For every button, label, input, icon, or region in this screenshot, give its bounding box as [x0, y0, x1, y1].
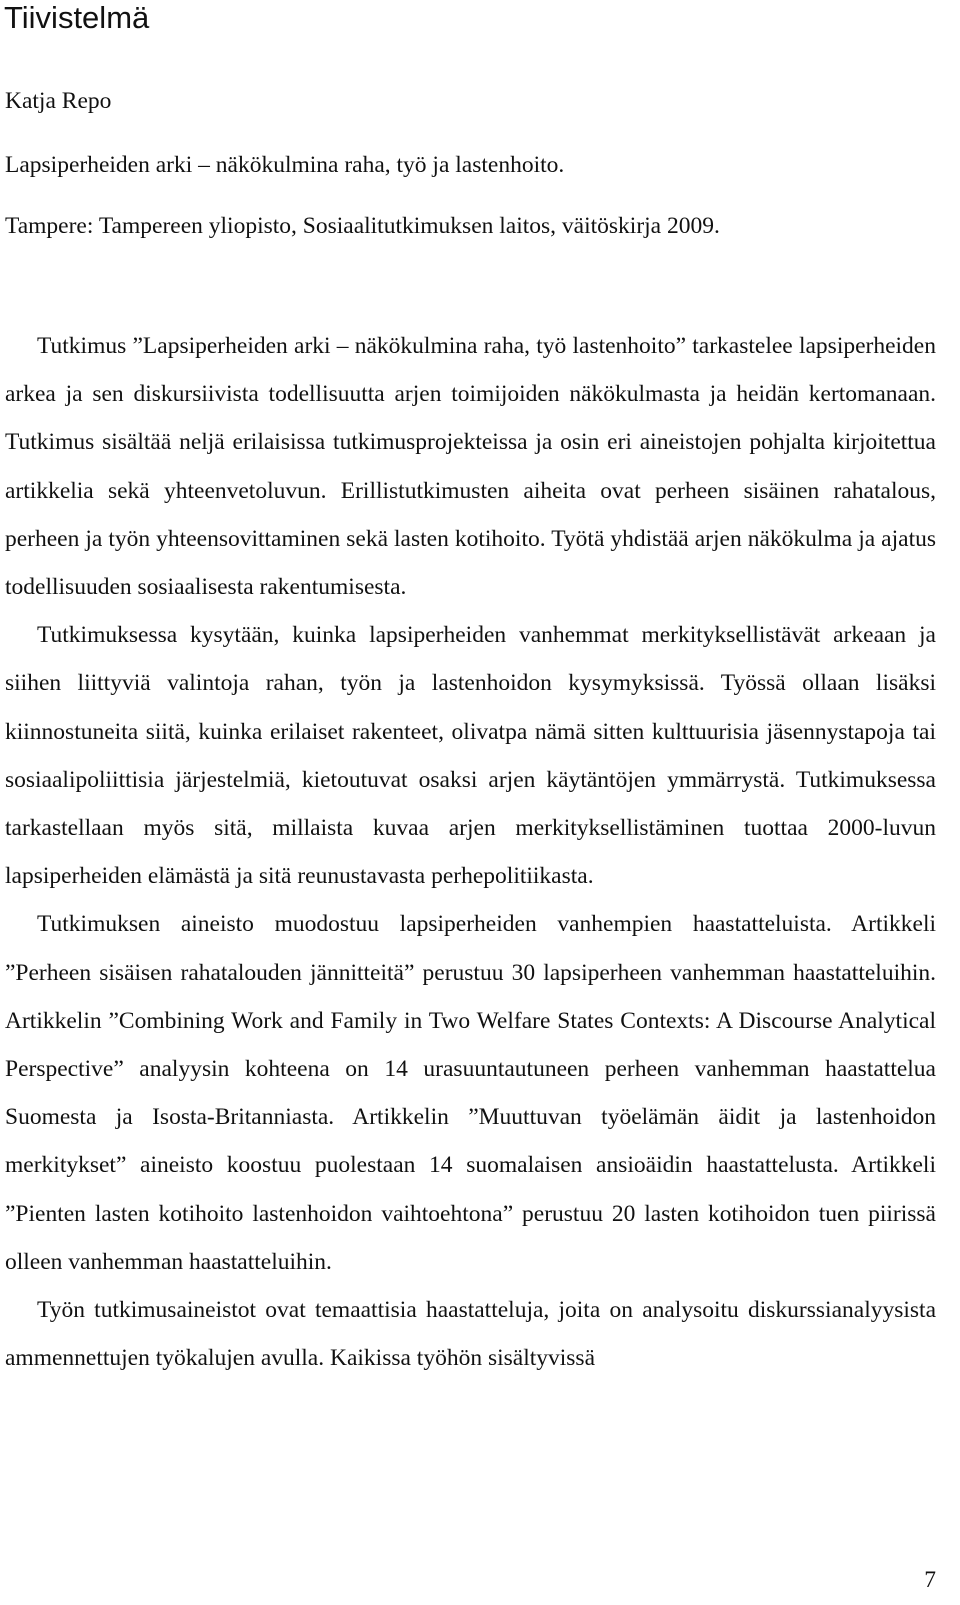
page-number: 7 [924, 1567, 936, 1593]
author-name: Katja Repo [5, 88, 112, 114]
paragraph-3: Tutkimuksen aineisto muodostuu lapsiperheiden vanhempien haastatteluista. Artikkeli ”Perheen sisäisen rahatalouden jännitteitä” perustuu 30 lapsiperheen vanhemman haastatteluihin. Artikkelin ”Combining Work and Family in Two Welfare States Contexts: A Discourse Analytical Perspective” analyysin kohteena on 14 urasuuntautuneen perheen vanhemman haastattelua Suomesta ja Isosta-Britanniasta. Artikkelin ”Muuttuvan työelämän äidit ja lastenhoidon merkitykset” aineisto koostuu puolestaan 14 suomalaisen ansioäidin haastattelusta. Artikkeli ”Pienten lasten kotihoito lastenhoidon vaihtoehtona” perustuu 20 lasten kotihoidon tuen piirissä olleen vanhemman haastatteluihin. [5, 911, 936, 1275]
thesis-title: Lapsiperheiden arki – näkökulmina raha, työ ja lastenhoito. [5, 152, 565, 178]
publication-info: Tampere: Tampereen yliopisto, Sosiaalitutkimuksen laitos, väitöskirja 2009. [5, 213, 720, 239]
paragraph-2: Tutkimuksessa kysytään, kuinka lapsiperheiden vanhemmat merkityksellistävät arkeaan ja siihen liittyviä valintoja rahan, työn ja lastenhoidon kysymyksissä. Työssä ollaan lisäksi kiinnostuneita siitä, kuinka erilaiset rakenteet, olivatpa nämä sitten kulttuurisia jäsennystapoja tai sosiaalipoliittisia järjestelmiä, kietoutuvat osaksi arjen käytäntöjen ymmärrystä. Tutkimuksessa tarkastellaan myös sitä, millaista kuvaa arjen merkityksellistäminen tuottaa 2000-luvun lapsiperheiden elämästä ja sitä reunustavasta perhepolitiikasta. [5, 622, 936, 890]
abstract-body [5, 322, 936, 1382]
paragraph-4: Työn tutkimusaineistot ovat temaattisia haastatteluja, joita on analysoitu diskurssianalyysista ammennettujen työkalujen avulla. Kaikissa työhön sisältyvissä [5, 1297, 936, 1372]
paragraph-1: Tutkimus ”Lapsiperheiden arki – näkökulmina raha, työ lastenhoito” tarkastelee lapsiperheiden arkea ja sen diskursiivista todellisuutta arjen toimijoiden näkökulmasta ja heidän kertomanaan. Tutkimus sisältää neljä erilaisissa tutkimusprojekteissa ja osin eri aineistojen pohjalta kirjoitettua artikkelia sekä yhteenvetoluvun. Erillistutkimusten aiheita ovat perheen sisäinen rahatalous, perheen ja työn yhteensovittaminen sekä lasten kotihoito. Työtä yhdistää arjen näkökulma ja ajatus todellisuuden sosiaalisesta rakentumisesta. [5, 333, 936, 601]
page-title: Tiivistelmä [4, 0, 150, 35]
